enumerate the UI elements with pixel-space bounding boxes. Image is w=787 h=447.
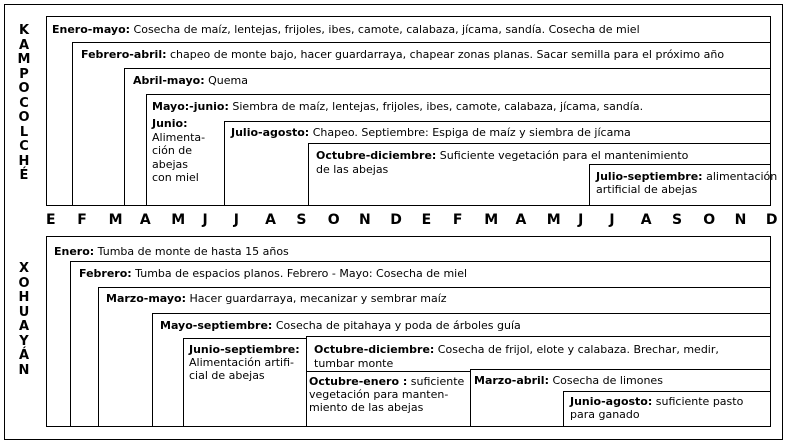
xohu-5-line-1: Alimentación artifi-	[189, 356, 294, 369]
month-tick-4: M	[171, 212, 186, 228]
kampocolche-letter-8: C	[19, 139, 29, 154]
xohu-8-head: Marzo-abril:	[474, 374, 549, 387]
kampo-5-line-1: Alimenta-	[152, 130, 206, 144]
xohuayan-letter-6: Á	[18, 348, 30, 363]
kampocolche-letter-9: H	[18, 153, 30, 169]
xohu-9-body: suficiente pasto	[652, 395, 744, 408]
xohu-7-line-2: miento de las abejas	[309, 401, 424, 414]
kampo-1-head: Enero-mayo:	[52, 23, 131, 36]
xohu-3-body: Hacer guardarraya, mecanizar y sembrar maíz	[186, 292, 447, 305]
month-tick-16: M	[546, 212, 561, 228]
kampo-7-line-2: de las abejas	[316, 163, 389, 176]
month-tick-10: N	[359, 212, 371, 228]
kampocolche-letter-1: A	[18, 37, 30, 53]
kampo-7-head: Octubre-diciembre:	[316, 149, 437, 162]
xohu-9-head: Junio-agosto:	[570, 395, 653, 408]
xohu-7-body: suficiente	[407, 375, 465, 388]
month-tick-2: M	[108, 212, 123, 228]
xohu-4-body: Cosecha de pitahaya y poda de árboles guía	[272, 319, 521, 332]
month-tick-22: N	[734, 212, 747, 228]
month-tick-17: J	[578, 212, 584, 228]
kampo-5-line-4: con miel	[152, 171, 199, 184]
xohu-2-body: Tumba de espacios planos. Febrero - Mayo: Cosecha de miel	[131, 267, 468, 280]
xohu-4-head: Mayo-septiembre:	[160, 319, 273, 332]
month-tick-9: O	[327, 212, 340, 228]
xohuayan-letter-0: X	[18, 261, 30, 276]
xohuayan-letter-2: H	[18, 290, 30, 305]
kampo-8-body: alimentación	[702, 170, 778, 183]
month-tick-18: J	[609, 212, 615, 228]
month-tick-20: S	[672, 212, 683, 228]
xohuayan-letter-3: U	[18, 304, 30, 320]
month-tick-1: F	[77, 212, 87, 228]
xohu-2-head: Febrero:	[79, 267, 132, 280]
xohu-6-head: Octubre-diciembre:	[314, 343, 435, 356]
xohuayan-letter-7: N	[18, 362, 30, 378]
kampocolche-letter-2: M	[17, 52, 31, 67]
kampocolche-letter-3: P	[19, 66, 29, 82]
kampo-6-body: Chapeo. Septiembre: Espiga de maíz y siembra de jícama	[309, 126, 631, 139]
xohu-5-line-2: cial de abejas	[189, 369, 265, 382]
xohu-3-head: Marzo-mayo:	[106, 292, 186, 305]
month-tick-21: O	[703, 212, 716, 228]
month-tick-13: F	[452, 212, 463, 228]
xohu-1-body: Tumba de monte de hasta 15 años	[94, 245, 289, 258]
kampo-2-body: chapeo de monte bajo, hacer guardarraya, chapear zonas planas. Sacar semilla para el próximo año	[166, 48, 725, 61]
kampo-3-body: Quema	[204, 74, 248, 87]
month-tick-23: D	[765, 212, 778, 228]
xohuayan-letter-4: A	[18, 319, 30, 334]
month-tick-14: M	[484, 212, 499, 228]
month-axis	[40, 212, 780, 230]
kampo-4-head: Mayo:-junio:	[152, 100, 229, 113]
month-tick-12: E	[421, 212, 432, 228]
kampo-8-line-2: artificial de abejas	[596, 183, 698, 196]
kampo-7-body: Suficiente vegetación para el mantenimiento	[436, 149, 689, 162]
month-tick-7: A	[265, 212, 276, 228]
month-tick-15: A	[515, 212, 527, 228]
kampocolche-letter-0: K	[18, 23, 30, 38]
kampocolche-letter-5: C	[19, 95, 29, 111]
kampo-6-head: Julio-agosto:	[231, 126, 310, 139]
xohu-box-junio-agosto	[563, 391, 771, 427]
month-tick-0: E	[46, 212, 56, 228]
month-tick-8: S	[296, 212, 307, 228]
kampo-1-body: Cosecha de maíz, lentejas, frijoles, ibes, camote, calabaza, jícama, sandía. Cosecha de miel	[130, 23, 640, 36]
kampo-5-head: Junio:	[152, 117, 188, 130]
kampo-box-julio-septiembre	[589, 164, 778, 206]
xohu-9-line-2: para ganado	[570, 408, 640, 421]
xohuayan-letter-1: O	[18, 275, 30, 291]
month-tick-19: A	[640, 212, 652, 228]
xohu-8-body: Cosecha de limones	[548, 374, 663, 387]
month-tick-3: A	[139, 212, 151, 228]
kampocolche-letter-4: O	[18, 81, 30, 96]
xohu-6-body: Cosecha de frijol, elote y calabaza. Brechar, medir,	[434, 343, 719, 356]
xohu-6-line-2: tumbar monte	[314, 357, 394, 370]
kampo-3-head: Abril-mayo:	[133, 74, 205, 87]
xohu-1-head: Enero:	[54, 245, 95, 258]
xohuayan-label	[16, 262, 32, 378]
kampo-5-line-3: abejas	[152, 157, 189, 171]
xohu-7-line-1: vegetación para manten-	[309, 388, 449, 401]
kampo-4-body: Siembra de maíz, lentejas, frijoles, ibes, camote, calabaza, jícama, sandía.	[228, 100, 644, 113]
kampocolche-letter-7: L	[19, 124, 29, 140]
kampo-5-line-2: ción de	[152, 144, 193, 157]
xohu-5-head: Junio-septiembre:	[189, 343, 300, 356]
kampocolche-label	[16, 24, 32, 184]
kampocolche-letter-10: É	[19, 168, 29, 183]
kampocolche-letter-6: O	[18, 110, 30, 125]
month-tick-5: J	[202, 212, 208, 228]
month-tick-11: D	[390, 212, 402, 228]
kampo-8-head: Julio-septiembre:	[596, 170, 703, 183]
xohuayan-letter-5: Y	[19, 333, 29, 349]
month-tick-6: J	[233, 212, 240, 228]
kampo-2-head: Febrero-abril:	[81, 48, 167, 61]
xohu-7-head: Octubre-enero :	[309, 375, 408, 388]
